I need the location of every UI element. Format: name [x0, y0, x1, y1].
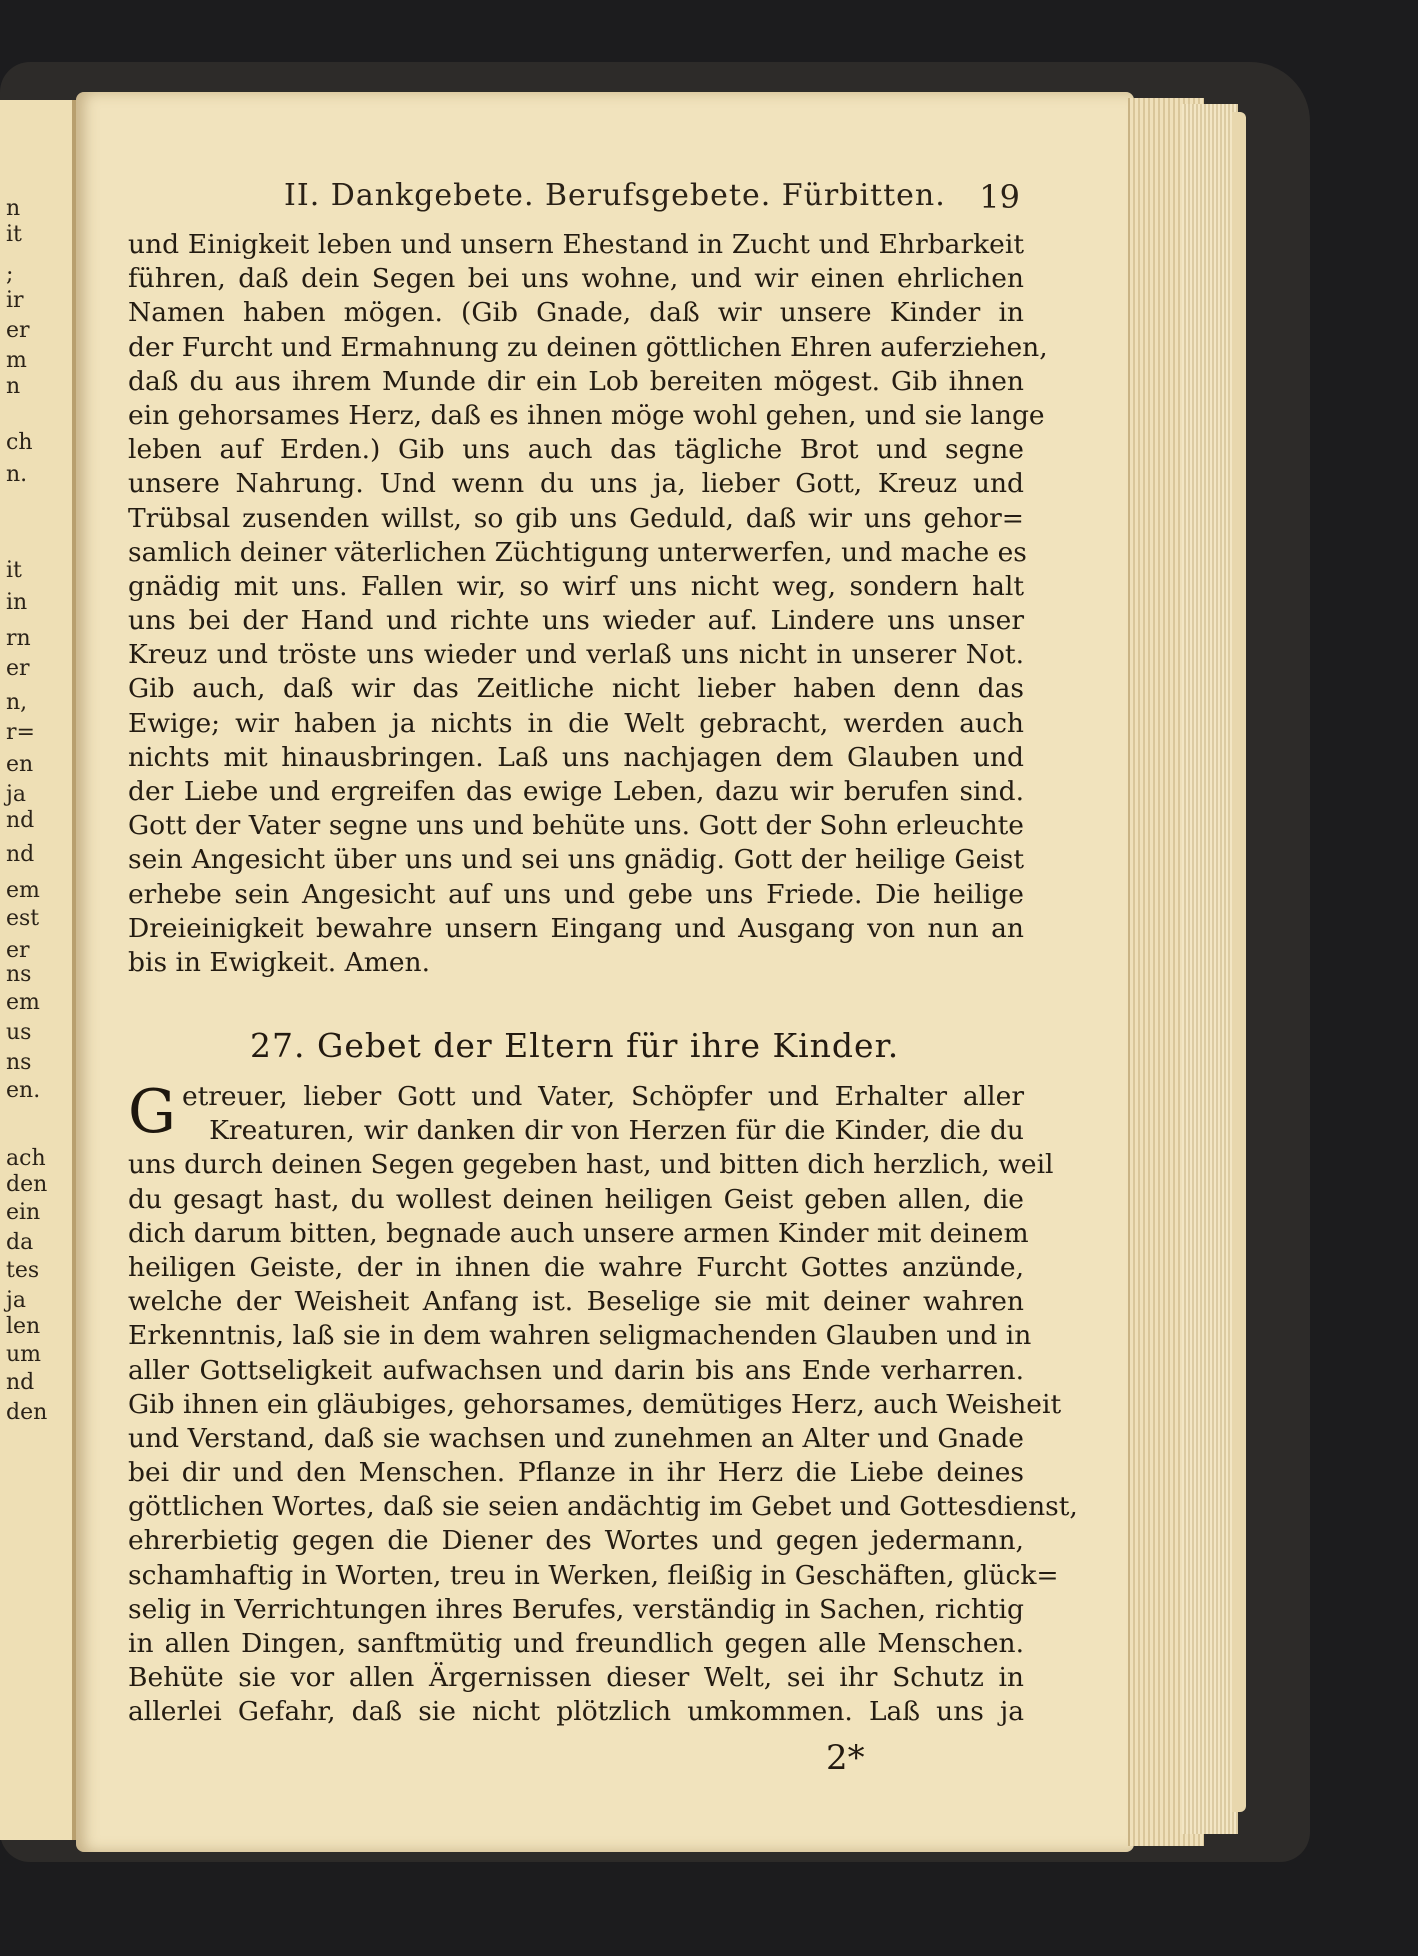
left-page-fragment: it [6, 222, 22, 247]
initial-letter: G [128, 1077, 176, 1147]
left-page-fragment: den [6, 1400, 48, 1425]
left-page-fragment: er [6, 938, 30, 963]
text-line: Namen haben mögen. (Gib Gnade, daß wir unsere Kinder in [128, 297, 1024, 329]
text-line: daß du aus ihrem Munde dir ein Lob bereiten mögest. Gib ihnen [128, 365, 1024, 397]
left-page-fragment: ach [6, 1146, 46, 1171]
text-line: Ewige; wir haben ja nichts in die Welt gebracht, werden auch [128, 707, 1024, 739]
page-edges-inner [1182, 104, 1238, 1834]
text-line: ehrerbietig gegen die Diener des Wortes und gegen jedermann, [128, 1525, 1024, 1557]
left-page-fragment: r= [6, 720, 35, 745]
left-page-fragment: en [6, 752, 34, 777]
left-page-fragment: nd [6, 1370, 35, 1395]
text-line: du gesagt hast, du wollest deinen heiligen Geist geben allen, die [128, 1183, 1024, 1215]
text-line: Gib auch, daß wir das Zeitliche nicht lieber haben denn das [128, 673, 1024, 705]
left-page-fragment: nd [6, 808, 35, 833]
text-line: heiligen Geiste, der in ihnen die wahre Furcht Gottes anzünde, [128, 1251, 1024, 1283]
text-line: der Liebe und ergreifen das ewige Leben, dazu wir berufen sind. [128, 776, 1024, 807]
text-line: sein Angesicht über uns und sei uns gnädig. Gott der heilige Geist [128, 844, 1024, 876]
text-line: Dreieinigkeit bewahre unsern Eingang und Ausgang von nun an [128, 912, 1024, 944]
left-page-fragment: est [6, 906, 40, 931]
text-line: und Verstand, daß sie wachsen und zunehmen an Alter und Gnade [128, 1422, 1024, 1454]
left-page-fragment: n. [6, 462, 28, 487]
left-page-fragment: em [6, 990, 40, 1015]
text-line: leben auf Erden.) Gib uns auch das tägliche Brot und segne [128, 434, 1024, 466]
text-line: Kreaturen, wir danken dir von Herzen für die Kinder, die du [181, 1115, 1024, 1147]
text-line: Gib ihnen ein gläubiges, gehorsames, demütiges Herz, auch Weisheit [128, 1388, 1062, 1420]
header-title: II. Dankgebete. Berufsgebete. Fürbitten. [284, 178, 946, 213]
text-line: dich darum bitten, begnade auch unsere armen Kinder mit deinem [128, 1217, 1029, 1249]
left-page-fragment: ja [6, 1288, 26, 1313]
left-page-fragment: em [6, 878, 40, 903]
text-line: Behüte sie vor allen Ärgernissen dieser Welt, sei ihr Schutz in [128, 1662, 1024, 1694]
text-line: bis in Ewigkeit. Amen. [128, 946, 431, 978]
left-page-fragment: en. [6, 1078, 41, 1103]
left-page-fragment: um [6, 1342, 42, 1367]
prayer-paragraph [128, 1077, 1078, 1730]
left-page-fragment: len [6, 1314, 41, 1339]
text-line: allerlei Gefahr, daß sie nicht plötzlich umkommen. Laß uns ja [128, 1696, 1024, 1728]
page-edges-outer [1232, 112, 1246, 1812]
text-line: gnädig mit uns. Fallen wir, so wirf uns nicht weg, sondern halt [128, 570, 1024, 602]
paragraph-continuation [128, 228, 1048, 980]
text-line: Trübsal zusenden willst, so gib uns Geduld, daß wir uns gehor= [128, 502, 1024, 534]
left-page-fragment: nd [6, 842, 35, 867]
left-page-fragment: m [6, 348, 27, 373]
first-line-text: etreuer, lieber Gott und Vater, Schöpfer und Erhalter aller [181, 1081, 1024, 1112]
left-page-fragment: n [6, 374, 21, 399]
page-number: 19 [979, 178, 1020, 216]
left-page-edge [0, 100, 76, 1840]
text-line: uns bei der Hand und richte uns wieder auf. Lindere uns unser [128, 605, 1024, 637]
section-heading: 27. Gebet der Eltern für ihre Kinder. [250, 1026, 900, 1065]
left-page-fragment: ns [6, 1050, 32, 1075]
text-line: erhebe sein Angesicht auf uns und gebe uns Friede. Die heilige [128, 878, 1024, 910]
text-line: Gott der Vater segne uns und behüte uns. Gott der Sohn erleuchte [128, 810, 1024, 842]
left-page-fragment: er [6, 318, 30, 343]
text-line: selig in Verrichtungen ihres Berufes, verständig in Sachen, richtig [128, 1593, 1024, 1625]
text-line: der Furcht und Ermahnung zu deinen göttlichen Ehren auferziehen, [128, 331, 1048, 363]
left-page-fragment: ein [6, 1200, 41, 1225]
text-line: nichts mit hinausbringen. Laß uns nachjagen dem Glauben und [128, 741, 1024, 773]
running-header [260, 178, 1020, 218]
left-page-fragment: ir [6, 288, 24, 313]
left-page-fragment: tes [6, 1258, 40, 1283]
left-page-fragment: ; [6, 262, 14, 287]
text-line: welche der Weisheit Anfang ist. Beselige sie mit deiner wahren [128, 1286, 1024, 1318]
text-line: ein gehorsames Herz, daß es ihnen möge wohl gehen, und sie lange [128, 399, 1045, 431]
left-page-fragment: n [6, 196, 21, 221]
text-line: göttlichen Wortes, daß sie seien andächtig im Gebet und Gottesdienst, [128, 1491, 1078, 1523]
text-line: unsere Nahrung. Und wenn du uns ja, lieber Gott, Kreuz und [128, 468, 1024, 500]
text-line: uns durch deinen Segen gegeben hast, und bitten dich herzlich, weil [128, 1149, 1054, 1181]
left-page-fragment: it [6, 558, 22, 583]
text-line: Kreuz und tröste uns wieder und verlaß uns nicht in unserer Not. [128, 639, 1024, 671]
text-line: samlich deiner väterlichen Züchtigung unterwerfen, und mache es [128, 536, 1027, 568]
text-line: aller Gottseligkeit aufwachsen und darin bis ans Ende verharren. [128, 1354, 1024, 1386]
text-line: in allen Dingen, sanftmütig und freundlich gegen alle Menschen. [128, 1628, 1024, 1659]
left-page-fragment: ja [6, 782, 26, 807]
left-page-fragment: ch [6, 430, 33, 455]
text-line: bei dir und den Menschen. Pflanze in ihr Herz die Liebe deines [128, 1457, 1024, 1489]
text-line: und Einigkeit leben und unsern Ehestand in Zucht und Ehrbarkeit [128, 229, 1024, 260]
text-line: Erkenntnis, laß sie in dem wahren seligmachenden Glauben und in [128, 1320, 1032, 1352]
signature-mark: 2* [826, 1738, 865, 1778]
text-line: schamhaftig in Worten, treu in Werken, fleißig in Geschäften, glück= [128, 1559, 1059, 1591]
left-page-fragment: rn [6, 626, 31, 651]
left-page-fragment: us [6, 1020, 32, 1045]
left-page-fragment: da [6, 1230, 34, 1255]
left-page-fragment: n, [6, 690, 28, 715]
left-page-fragment: er [6, 656, 30, 681]
left-page-fragment: den [6, 1172, 48, 1197]
left-page-fragment: ns [6, 962, 32, 987]
left-page-fragment: in [6, 590, 28, 615]
text-line: führen, daß dein Segen bei uns wohne, und wir einen ehrlichen [128, 263, 1024, 295]
